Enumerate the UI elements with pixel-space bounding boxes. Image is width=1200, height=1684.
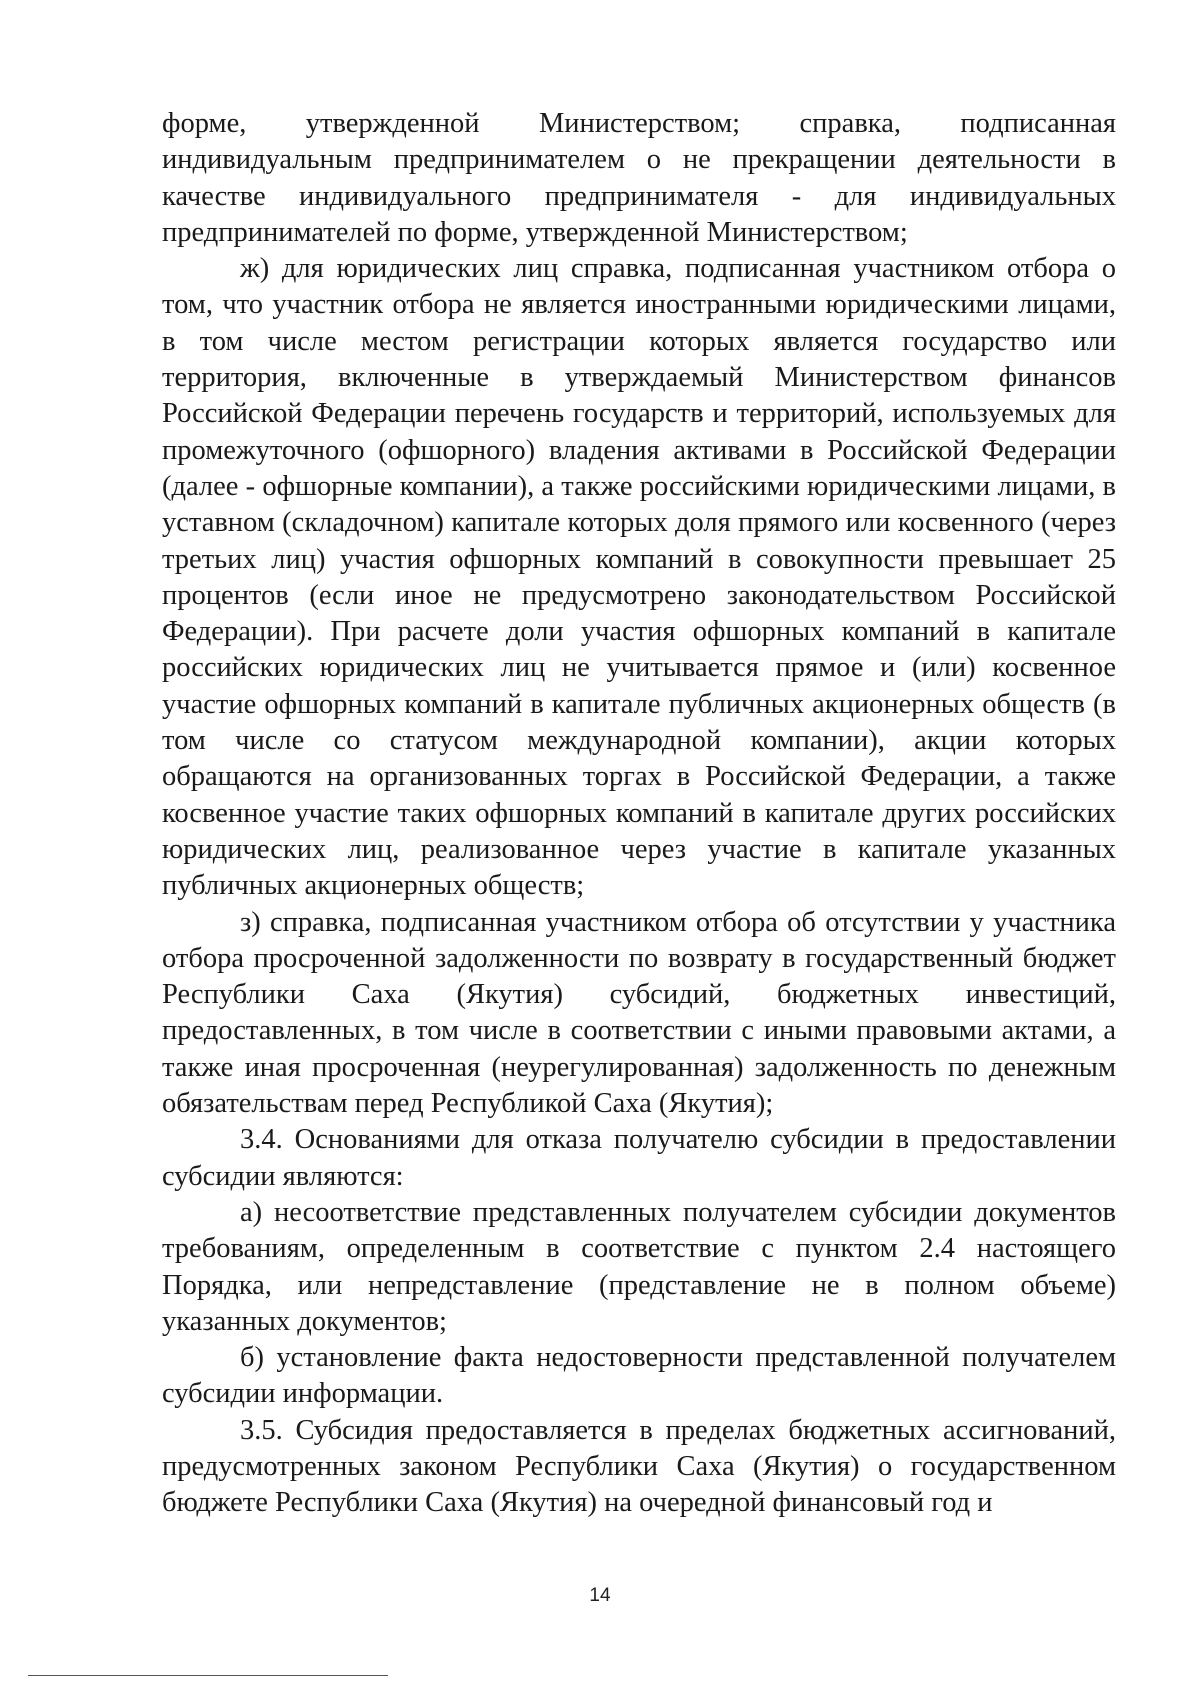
footer-divider <box>28 1675 388 1676</box>
paragraph-item-a: а) несоответствие представленных получателем субсидии документов требованиям, определенным в соответствие с пунктом 2.4 настоящего Порядка, или непредставление (представление не в полном объеме) указанных документов; <box>162 1196 1116 1337</box>
page-number: 14 <box>589 1585 611 1606</box>
paragraph-item-zh: ж) для юридических лиц справка, подписанная участником отбора о том, что участник отбора не является иностранными юридическими лицами, в том числе местом регистрации которых является государство или территория, включенные в утверждаемый Министерством финансов Российской Федерации перечень государств и территорий, используемых для промежуточного (офшорного) владения активами в Российской Федерации (далее - офшорные компании), а также российскими юридическими лицами, в уставном (складочном) капитале которых доля прямого или косвенного (через третьих лиц) участия офшорных компаний в совокупности превышает 25 процентов (если иное не предусмотрено законодательством Российской Федерации). При расчете доли участия офшорных компаний в капитале российских юридических лиц не учитывается прямое и (или) косвенное участие офшорных компаний в капитале публичных акционерных обществ (в том числе со статусом международной компании), акции которых обращаются на организованных торгах в Российской Федерации, а также косвенное участие таких офшорных компаний в капитале других российских юридических лиц, реализованное через участие в капитале указанных публичных акционерных обществ; <box>162 253 1116 902</box>
paragraph-3-5: 3.5. Субсидия предоставляется в пределах бюджетных ассигнований, предусмотренных законом Республики Саха (Якутия) о государственном бюджете Республики Саха (Якутия) на очередной финансовый год и <box>162 1414 1116 1519</box>
paragraph-item-b: б) установление факта недостоверности представленной получателем субсидии информации. <box>162 1342 1116 1410</box>
paragraph-3-4: 3.4. Основаниями для отказа получателю субсидии в предоставлении субсидии являются: <box>162 1124 1116 1192</box>
paragraph-continuation: форме, утвержденной Министерством; справка, подписанная индивидуальным предпринимателем о не прекращении деятельности в качестве индивидуального предпринимателя - для индивидуальных предпринимателей по форме, утвержденной Министерством; <box>162 108 1116 248</box>
document-body <box>162 106 1116 1522</box>
paragraph-item-z: з) справка, подписанная участником отбора об отсутствии у участника отбора просроченной задолженности по возврату в государственный бюджет Республики Саха (Якутия) субсидий, бюджетных инвестиций, предоставленных, в том числе в соответствии с иными правовыми актами, а также иная просроченная (неурегулированная) задолженность по денежным обязательствам перед Республикой Саха (Якутия); <box>162 906 1116 1120</box>
